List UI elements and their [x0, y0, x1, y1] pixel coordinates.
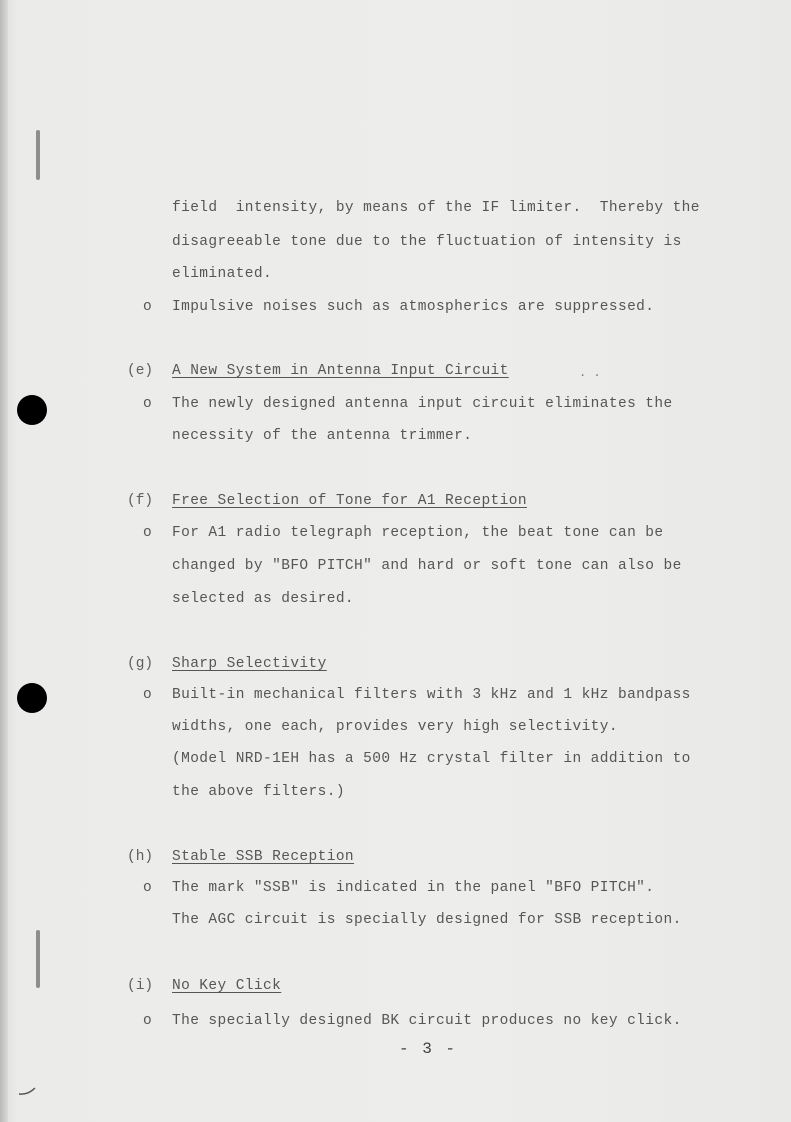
body-line: eliminated. — [172, 266, 273, 282]
body-line: necessity of the antenna trimmer. — [172, 428, 473, 444]
body-line: selected as desired. — [172, 591, 355, 607]
body-line: Impulsive noises such as atmospherics are suppressed. — [172, 299, 655, 315]
section-label: (h) — [127, 849, 154, 865]
bullet-marker: o — [143, 525, 152, 541]
section-label: (e) — [127, 363, 154, 379]
punch-hole — [17, 683, 47, 713]
section-heading: Sharp Selectivity — [172, 656, 327, 672]
bullet-marker: o — [143, 687, 152, 703]
section-label: (g) — [127, 656, 154, 672]
body-line: The newly designed antenna input circuit eliminates the — [172, 396, 673, 412]
body-line: The mark "SSB" is indicated in the panel "BFO PITCH". — [172, 880, 655, 896]
body-line: The AGC circuit is specially designed for SSB reception. — [172, 912, 682, 928]
bullet-marker: o — [143, 1013, 152, 1029]
bullet-marker: o — [143, 396, 152, 412]
body-line: changed by "BFO PITCH" and hard or soft tone can also be — [172, 558, 682, 574]
section-heading: Free Selection of Tone for A1 Reception — [172, 493, 527, 509]
body-line: For A1 radio telegraph reception, the beat tone can be — [172, 525, 664, 541]
body-line: The specially designed BK circuit produces no key click. — [172, 1013, 682, 1029]
section-label: (f) — [127, 493, 154, 509]
body-line: (Model NRD-1EH has a 500 Hz crystal filter in addition to — [172, 751, 691, 767]
page-number: - 3 - — [399, 1040, 458, 1058]
section-heading: Stable SSB Reception — [172, 849, 355, 865]
stray-dots: . . — [579, 366, 601, 380]
body-line: Built-in mechanical filters with 3 kHz and 1 kHz bandpass — [172, 687, 691, 703]
body-line: field intensity, by means of the IF limiter. Thereby the — [172, 200, 700, 216]
body-line: the above filters.) — [172, 784, 345, 800]
bullet-marker: o — [143, 880, 152, 896]
body-line: widths, one each, provides very high selectivity. — [172, 719, 618, 735]
section-label: (i) — [127, 978, 154, 994]
section-heading: No Key Click — [172, 978, 282, 994]
body-line: disagreeable tone due to the fluctuation of intensity is — [172, 234, 682, 250]
binding-edge — [0, 0, 8, 1122]
margin-bracket-mark — [36, 130, 40, 180]
section-heading: A New System in Antenna Input Circuit — [172, 363, 509, 379]
bullet-marker: o — [143, 299, 152, 315]
punch-hole — [17, 395, 47, 425]
corner-scribble-mark — [18, 1086, 38, 1096]
margin-bracket-mark — [36, 930, 40, 988]
